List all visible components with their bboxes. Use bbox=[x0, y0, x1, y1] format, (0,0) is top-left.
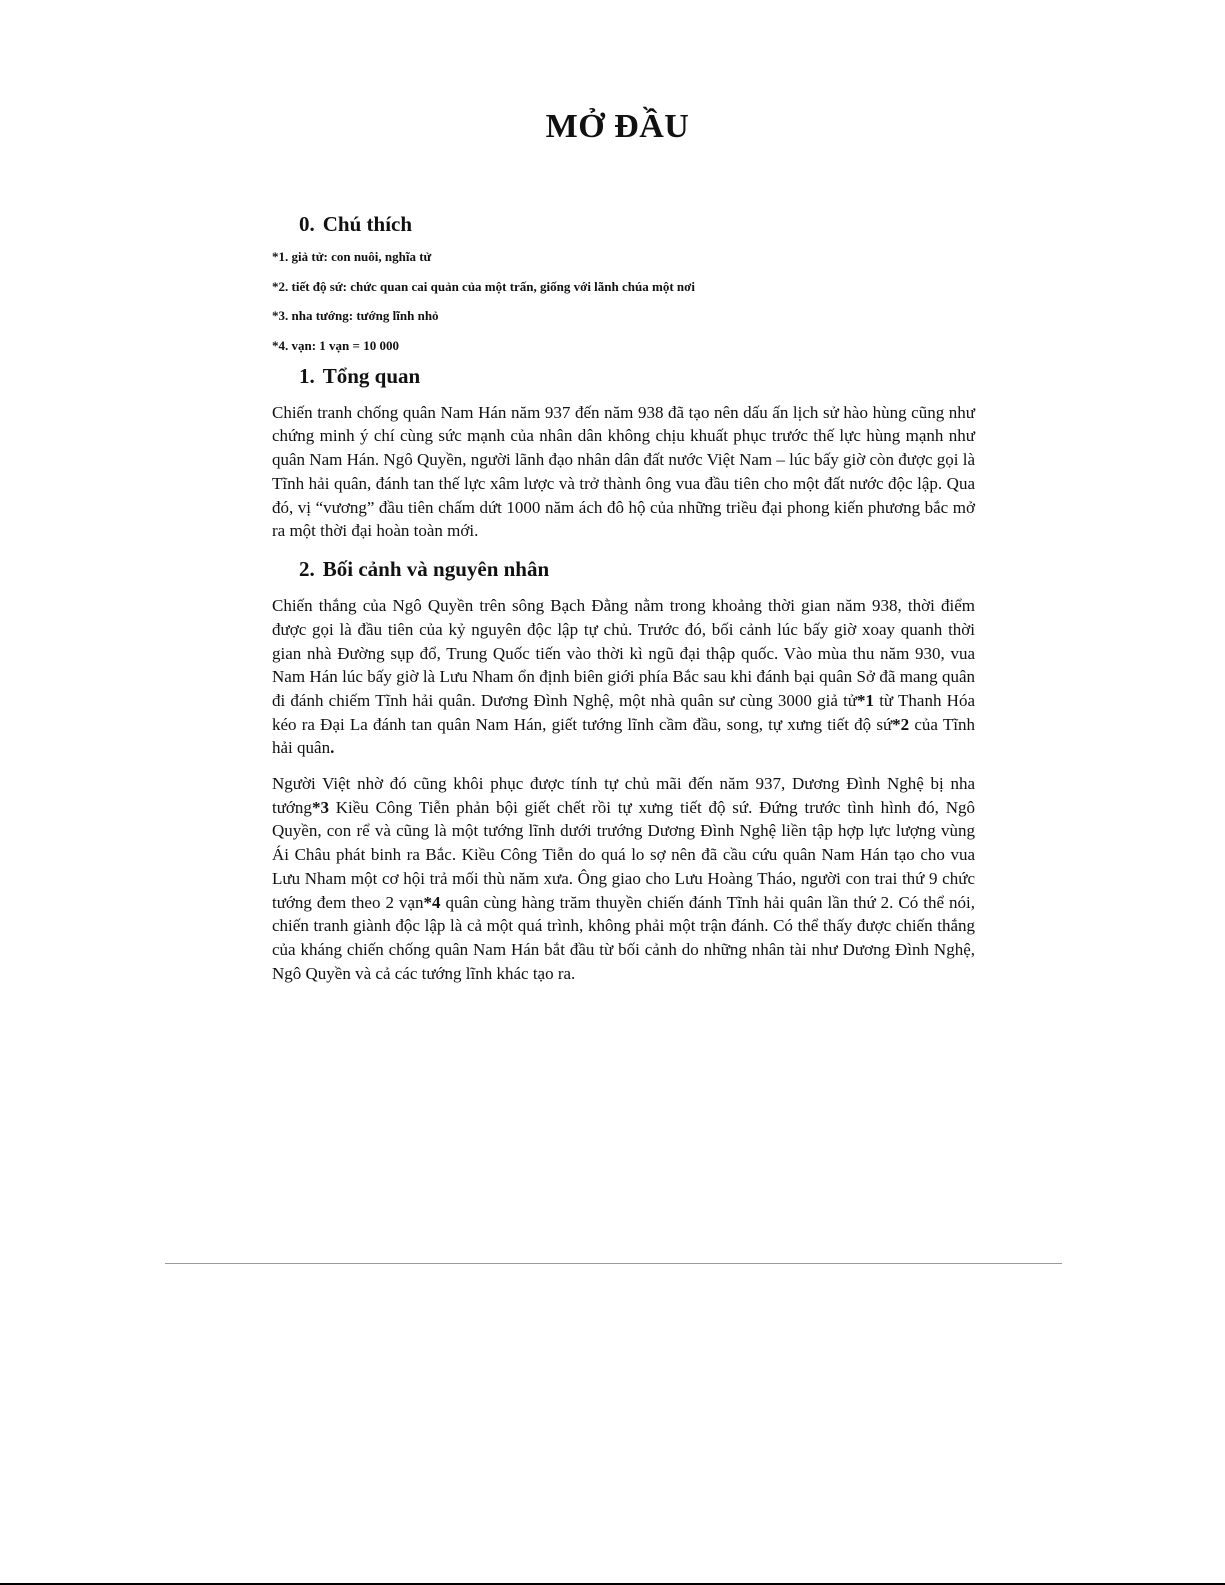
footnote-ref-4: *4 bbox=[423, 892, 441, 912]
footnote-ref-1: *1 bbox=[857, 690, 875, 710]
paragraph-context-1 bbox=[272, 594, 975, 760]
section-number: 0. bbox=[299, 212, 315, 236]
section-heading-overview bbox=[272, 364, 975, 389]
section-heading-context bbox=[272, 557, 975, 582]
section-title: Tổng quan bbox=[322, 363, 421, 388]
paragraph-text: Chiến thắng của Ngô Quyền trên sông Bạch Đằng nằm trong khoảng thời gian năm 938, thời điểm được gọi là đầu tiên của kỷ nguyên độc lập tự chủ. Trước đó, bối cảnh lúc bấy giờ xoay quanh thời gian nhà Đường sụp đổ, Trung Quốc tiến vào thời kì ngũ đại thập quốc. Vào mùa thu năm 930, vua Nam Hán lúc bấy giờ là Lưu Nham ổn định biên giới phía Bắc sau khi đánh bại quân Sở đã mang quân đi đánh chiếm Tĩnh hải quân. Dương Đình Nghệ, một nhà quân sư cùng 3000 giả tử bbox=[272, 596, 975, 710]
section-heading-notes bbox=[272, 212, 975, 237]
paragraph-text: Người Việt nhờ đó cũng khôi phục được tính tự chủ mãi đến năm 937, Dương Đình Nghệ bị nha tướng bbox=[272, 774, 975, 817]
paragraph-text: Kiều Công Tiễn phản bội giết chết rồi tự xưng tiết độ sứ. Đứng trước tình hình đó, Ngô Quyền, con rể và cũng là một tướng lĩnh dưới trướng Dương Đình Nghệ liền tập hợp lực lượng vùng Ái Châu phát binh ra Bắc. Kiều Công Tiễn do quá lo sợ nên đã cầu cứu quân Nam Hán tạo cho vua Lưu Nham một cơ hội trả mối thù năm xưa. Ông giao cho Lưu Hoàng Tháo, người con trai thứ 9 chức tướng đem theo 2 vạn bbox=[272, 797, 975, 912]
section-title: Bối cảnh và nguyên nhân bbox=[322, 556, 550, 581]
footnote-2: *2. tiết độ sứ: chức quan cai quản của một trấn, giống với lãnh chúa một nơi bbox=[272, 278, 695, 294]
section-title: Chú thích bbox=[322, 212, 413, 236]
footnote-ref-2: *2 bbox=[892, 714, 910, 734]
footnote-1: *1. giả tử: con nuôi, nghĩa tử bbox=[272, 249, 432, 265]
section-number: 1. bbox=[299, 363, 315, 388]
paragraph-end-mark: . bbox=[330, 738, 335, 758]
footer-divider bbox=[165, 1263, 1062, 1264]
paragraph-context-2 bbox=[272, 772, 975, 985]
paragraph-text: quân cùng hàng trăm thuyền chiến đánh Tĩnh hải quân lần thứ 2. Có thể nói, chiến tranh giành độc lập là cả một quá trình, không phải một trận đánh. Có thể thấy được chiến thắng của kháng chiến chống quân Nam Hán bắt đầu từ bối cảnh do những nhân tài như Dương Đình Nghệ, Ngô Quyền và cả các tướng lĩnh khác tạo ra. bbox=[272, 892, 975, 983]
paragraph-text: từ Thanh Hóa kéo ra Đại La đánh tan quân Nam Hán, giết tướng lĩnh cầm đầu, song, tự xưng tiết độ sứ bbox=[272, 690, 975, 734]
footnote-3: *3. nha tướng: tướng lĩnh nhỏ bbox=[272, 308, 439, 324]
paragraph-text: của Tĩnh hải quân bbox=[272, 714, 975, 758]
footnote-ref-3: *3 bbox=[311, 797, 329, 817]
footnote-4: *4. vạn: 1 vạn = 10 000 bbox=[272, 337, 399, 353]
page-title: MỞ ĐẦU bbox=[545, 108, 690, 145]
document-body bbox=[272, 212, 975, 997]
paragraph-overview: Chiến tranh chống quân Nam Hán năm 937 đến năm 938 đã tạo nên dấu ấn lịch sử hào hùng cũng như chứng minh ý chí cùng sức mạnh của nhân dân không chịu khuất phục trước thế lực hùng mạnh như quân Nam Hán. Ngô Quyền, người lãnh đạo nhân dân đất nước Việt Nam – lúc bấy giờ còn được gọi là Tĩnh hải quân, đánh tan thế lực xâm lược và trở thành ông vua đầu tiên cho một đất nước độc lập. Qua đó, vị “vương” đầu tiên chấm dứt 1000 năm ách đô hộ của những triều đại phong kiến phương bắc mở ra một thời đại hoàn toàn mới. bbox=[272, 402, 975, 541]
section-number: 2. bbox=[299, 556, 315, 581]
